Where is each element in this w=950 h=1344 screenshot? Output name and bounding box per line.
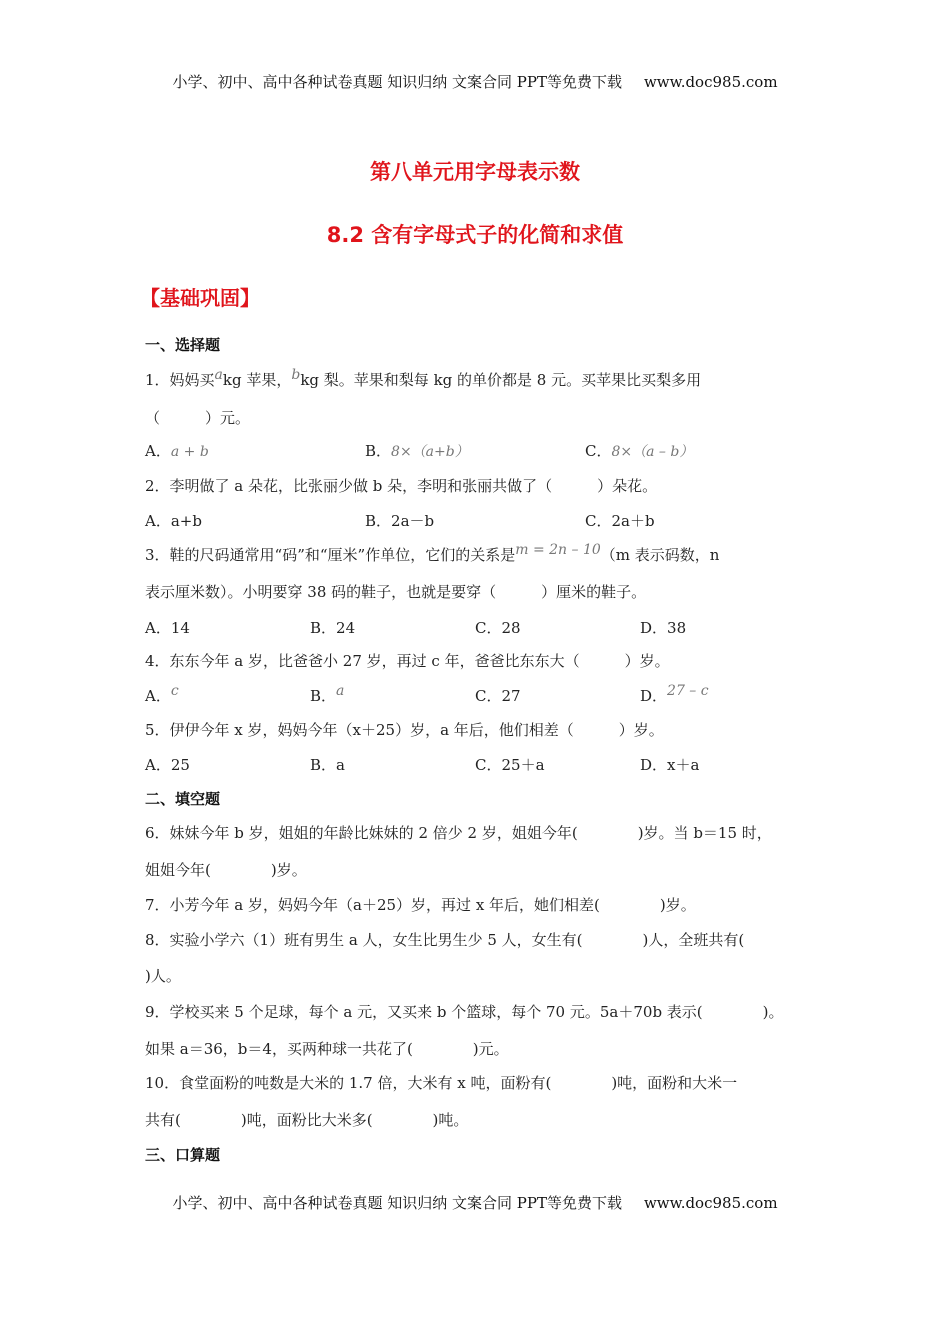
page-header bbox=[0, 71, 950, 92]
page-title: 第八单元用字母表示数 bbox=[370, 160, 580, 184]
section-choice: 一、选择题 bbox=[145, 336, 221, 354]
q9-line2: 如果 a＝36，b＝4，买两种球一共花了( )元。 bbox=[145, 1040, 509, 1058]
section-mental-math: 三、口算题 bbox=[145, 1146, 221, 1164]
q3-stem-cont: 表示厘米数）。小明要穿 38 码的鞋子，也就是要穿（ ）厘米的鞋子。 bbox=[145, 583, 647, 601]
q1-stem: 1．妈妈买akg 苹果，bkg 梨。苹果和梨每 kg 的单价都是 8 元。买苹果比买梨多用 bbox=[145, 367, 702, 389]
q4-stem: 4．东东今年 a 岁，比爸爸小 27 岁，再过 c 年，爸爸比东东大（ ）岁。 bbox=[145, 652, 670, 670]
q3-option-a[interactable]: A．14 bbox=[145, 619, 190, 637]
footer-url[interactable]: www.doc985.com bbox=[643, 1194, 778, 1212]
q2-option-c[interactable]: C．2a＋b bbox=[585, 512, 655, 530]
q3-stem: 3．鞋的尺码通常用“码”和“厘米”作单位，它们的关系是m = 2n – 10（m 表示码数，n bbox=[145, 542, 720, 564]
q2-stem: 2．李明做了 a 朵花，比张丽少做 b 朵，李明和张丽共做了（ ）朵花。 bbox=[145, 477, 658, 495]
header-text: 小学、初中、高中各种试卷真题 知识归纳 文案合同 PPT等免费下载 bbox=[172, 73, 622, 91]
q5-option-d[interactable]: D．x＋a bbox=[640, 756, 700, 774]
q4-option-c[interactable]: C．27 bbox=[475, 687, 521, 705]
page-subtitle: 8.2 含有字母式子的化简和求值 bbox=[326, 223, 624, 247]
q9-line1: 9．学校买来 5 个足球，每个 a 元，又买来 b 个篮球，每个 70 元。5a＋70b 表示( )。 bbox=[145, 1003, 784, 1021]
q5-option-c[interactable]: C．25＋a bbox=[475, 756, 545, 774]
q4-option-a[interactable]: A．c bbox=[145, 683, 179, 705]
q1-stem-cont: （ ）元。 bbox=[145, 409, 251, 427]
q2-option-b[interactable]: B．2a－b bbox=[365, 512, 435, 530]
q5-stem: 5．伊伊今年 x 岁，妈妈今年（x＋25）岁，a 年后，他们相差（ ）岁。 bbox=[145, 721, 664, 739]
q1-var-a: a bbox=[214, 367, 223, 383]
q1-option-a[interactable]: A．a + b bbox=[145, 442, 209, 460]
header-url[interactable]: www.doc985.com bbox=[643, 73, 778, 91]
section-fill: 二、填空题 bbox=[145, 790, 221, 808]
q5-option-a[interactable]: A．25 bbox=[145, 756, 190, 774]
q3-option-b[interactable]: B．24 bbox=[310, 619, 356, 637]
q1-option-b[interactable]: B．8×（a+b） bbox=[365, 442, 469, 460]
q6-line1: 6．妹妹今年 b 岁，姐姐的年龄比妹妹的 2 倍少 2 岁，姐姐今年( )岁。当 b＝15 时， bbox=[145, 824, 772, 842]
q3-formula: m = 2n – 10 bbox=[515, 542, 601, 558]
q10-line2: 共有( )吨，面粉比大米多( )吨。 bbox=[145, 1111, 469, 1129]
q3-option-c[interactable]: C．28 bbox=[475, 619, 521, 637]
q6-line2: 姐姐今年( )岁。 bbox=[145, 861, 307, 879]
page-footer bbox=[0, 1192, 950, 1213]
q8-line2: )人。 bbox=[145, 967, 181, 985]
q10-line1: 10．食堂面粉的吨数是大米的 1.7 倍，大米有 x 吨，面粉有( )吨，面粉和大米一 bbox=[145, 1074, 738, 1092]
section-basics: 【基础巩固】 bbox=[140, 286, 260, 310]
q7-line1: 7．小芳今年 a 岁，妈妈今年（a＋25）岁，再过 x 年后，她们相差( )岁。 bbox=[145, 896, 696, 914]
q2-option-a[interactable]: A．a+b bbox=[145, 512, 202, 530]
q8-line1: 8．实验小学六（1）班有男生 a 人，女生比男生少 5 人，女生有( )人，全班共有( bbox=[145, 931, 745, 949]
q1-var-b: b bbox=[291, 367, 301, 383]
q1-option-c[interactable]: C．8×（a – b） bbox=[585, 442, 694, 460]
footer-text: 小学、初中、高中各种试卷真题 知识归纳 文案合同 PPT等免费下载 bbox=[172, 1194, 622, 1212]
q4-option-d[interactable]: D．27 – c bbox=[640, 683, 709, 705]
q3-option-d[interactable]: D．38 bbox=[640, 619, 687, 637]
q4-option-b[interactable]: B．a bbox=[310, 683, 345, 705]
q5-option-b[interactable]: B．a bbox=[310, 756, 345, 774]
